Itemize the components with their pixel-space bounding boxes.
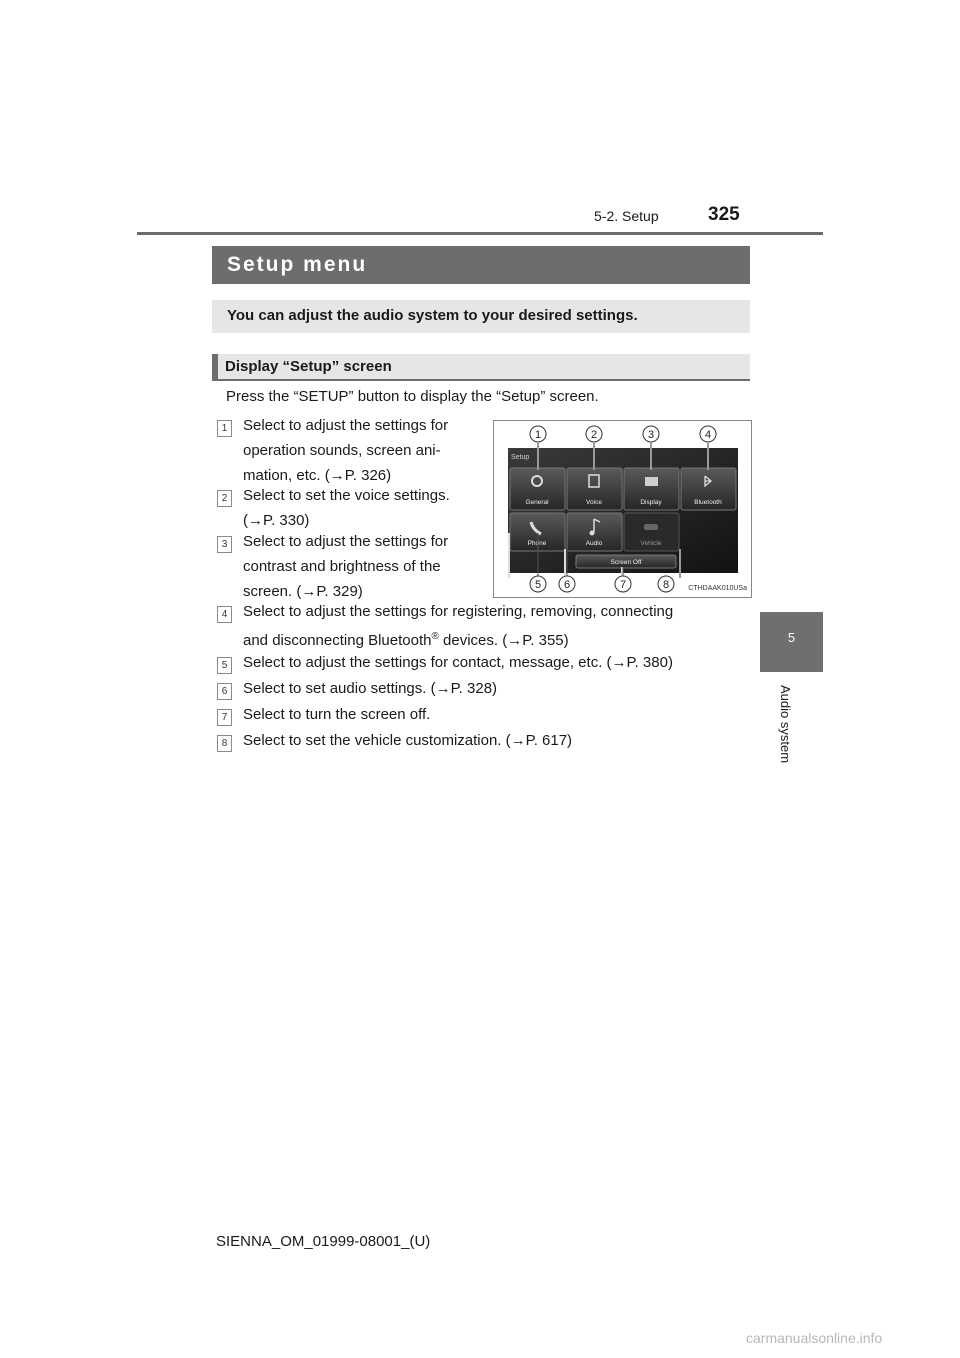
item-line: operation sounds, screen ani- [243,442,441,459]
page-title: Setup menu [227,253,368,276]
section-reference: 5-2. Setup [594,208,659,224]
item-number-badge: 7 [217,709,232,726]
chapter-tab [760,612,823,672]
chapter-title-vertical [776,685,796,775]
screen-off-button [576,555,676,568]
item-description: Select to set audio settings. (→P. 328) [243,680,498,697]
svg-text:7: 7 [619,579,627,591]
svg-text:3: 3 [647,429,655,441]
item-number-badge: 4 [217,606,232,623]
vehicle-button [624,513,679,551]
item-description: Select to turn the screen off. [243,706,431,723]
display-button [624,468,679,510]
voice-button [567,468,622,510]
item-description [243,529,481,604]
general-button [510,468,565,510]
item-line: Select to adjust the settings for [243,533,449,550]
display-icon [645,477,658,486]
item-number-badge: 6 [217,683,232,700]
item-line: and disconnecting Bluetooth [243,632,432,649]
item-line: Select to adjust the settings for [243,417,449,434]
item-description [243,599,744,624]
setup-screen-illustration [494,421,751,597]
item-line: screen. (→P. 329) [243,583,363,600]
svg-text:Phone: Phone [527,540,547,547]
svg-text:Bluetooth: Bluetooth [694,499,722,506]
item-number-badge: 3 [217,536,232,553]
intro-text: You can adjust the audio system to your desired settings. [227,307,638,324]
svg-text:5: 5 [534,579,542,591]
setup-screen-figure [493,420,752,598]
svg-text:8: 8 [662,579,670,591]
registered-mark: ® [431,631,439,642]
item-number-badge: 2 [217,490,232,507]
svg-text:Voice: Voice [586,499,602,506]
svg-text:Vehicle: Vehicle [640,540,662,547]
svg-text:Display: Display [640,499,662,506]
car-icon [644,524,658,530]
subheading: Display “Setup” screen [225,358,392,375]
subheading-bar [212,354,750,381]
figure-code: CTHDAAK010USa [688,585,747,592]
svg-text:Audio: Audio [585,540,603,547]
document-code: SIENNA_OM_01999-08001_(U) [216,1233,431,1250]
item-line: devices. (→P. 355) [438,632,569,649]
item-line: mation, etc. (→P. 326) [243,467,392,484]
item-number-badge: 1 [217,420,232,437]
item-description [243,413,481,488]
bluetooth-button [681,468,736,510]
subheading-marker [212,354,218,381]
watermark: carmanualsonline.info [746,1330,883,1346]
item-number-badge: 5 [217,657,232,674]
intro-box [212,300,750,333]
item-line: Select to adjust the settings for registering, removing, connecting [243,603,674,620]
svg-text:6: 6 [563,579,571,591]
instruction-text: Press the “SETUP” button to display the “Setup” screen. [226,388,599,405]
svg-text:1: 1 [534,429,542,441]
svg-text:4: 4 [704,429,712,441]
svg-text:General: General [525,499,549,506]
audio-button [567,513,622,551]
header-rule [137,232,823,235]
screen-title: Setup [511,454,530,461]
chapter-title: Audio system [778,685,793,764]
item-description-cont [243,624,569,653]
item-description: Select to set the vehicle customization. (→P. 617) [243,732,573,749]
item-description [243,483,481,533]
item-line: Select to set the voice settings. [243,487,450,504]
chapter-number: 5 [787,630,796,645]
item-number-badge: 8 [217,735,232,752]
item-line: (→P. 330) [243,512,310,529]
section-title-bar [212,246,750,284]
item-line: contrast and brightness of the [243,558,441,575]
item-description: Select to adjust the settings for contact, message, etc. (→P. 380) [243,654,673,671]
svg-text:Screen Off: Screen Off [610,559,642,566]
page-number: 325 [708,204,740,225]
svg-text:2: 2 [590,429,598,441]
